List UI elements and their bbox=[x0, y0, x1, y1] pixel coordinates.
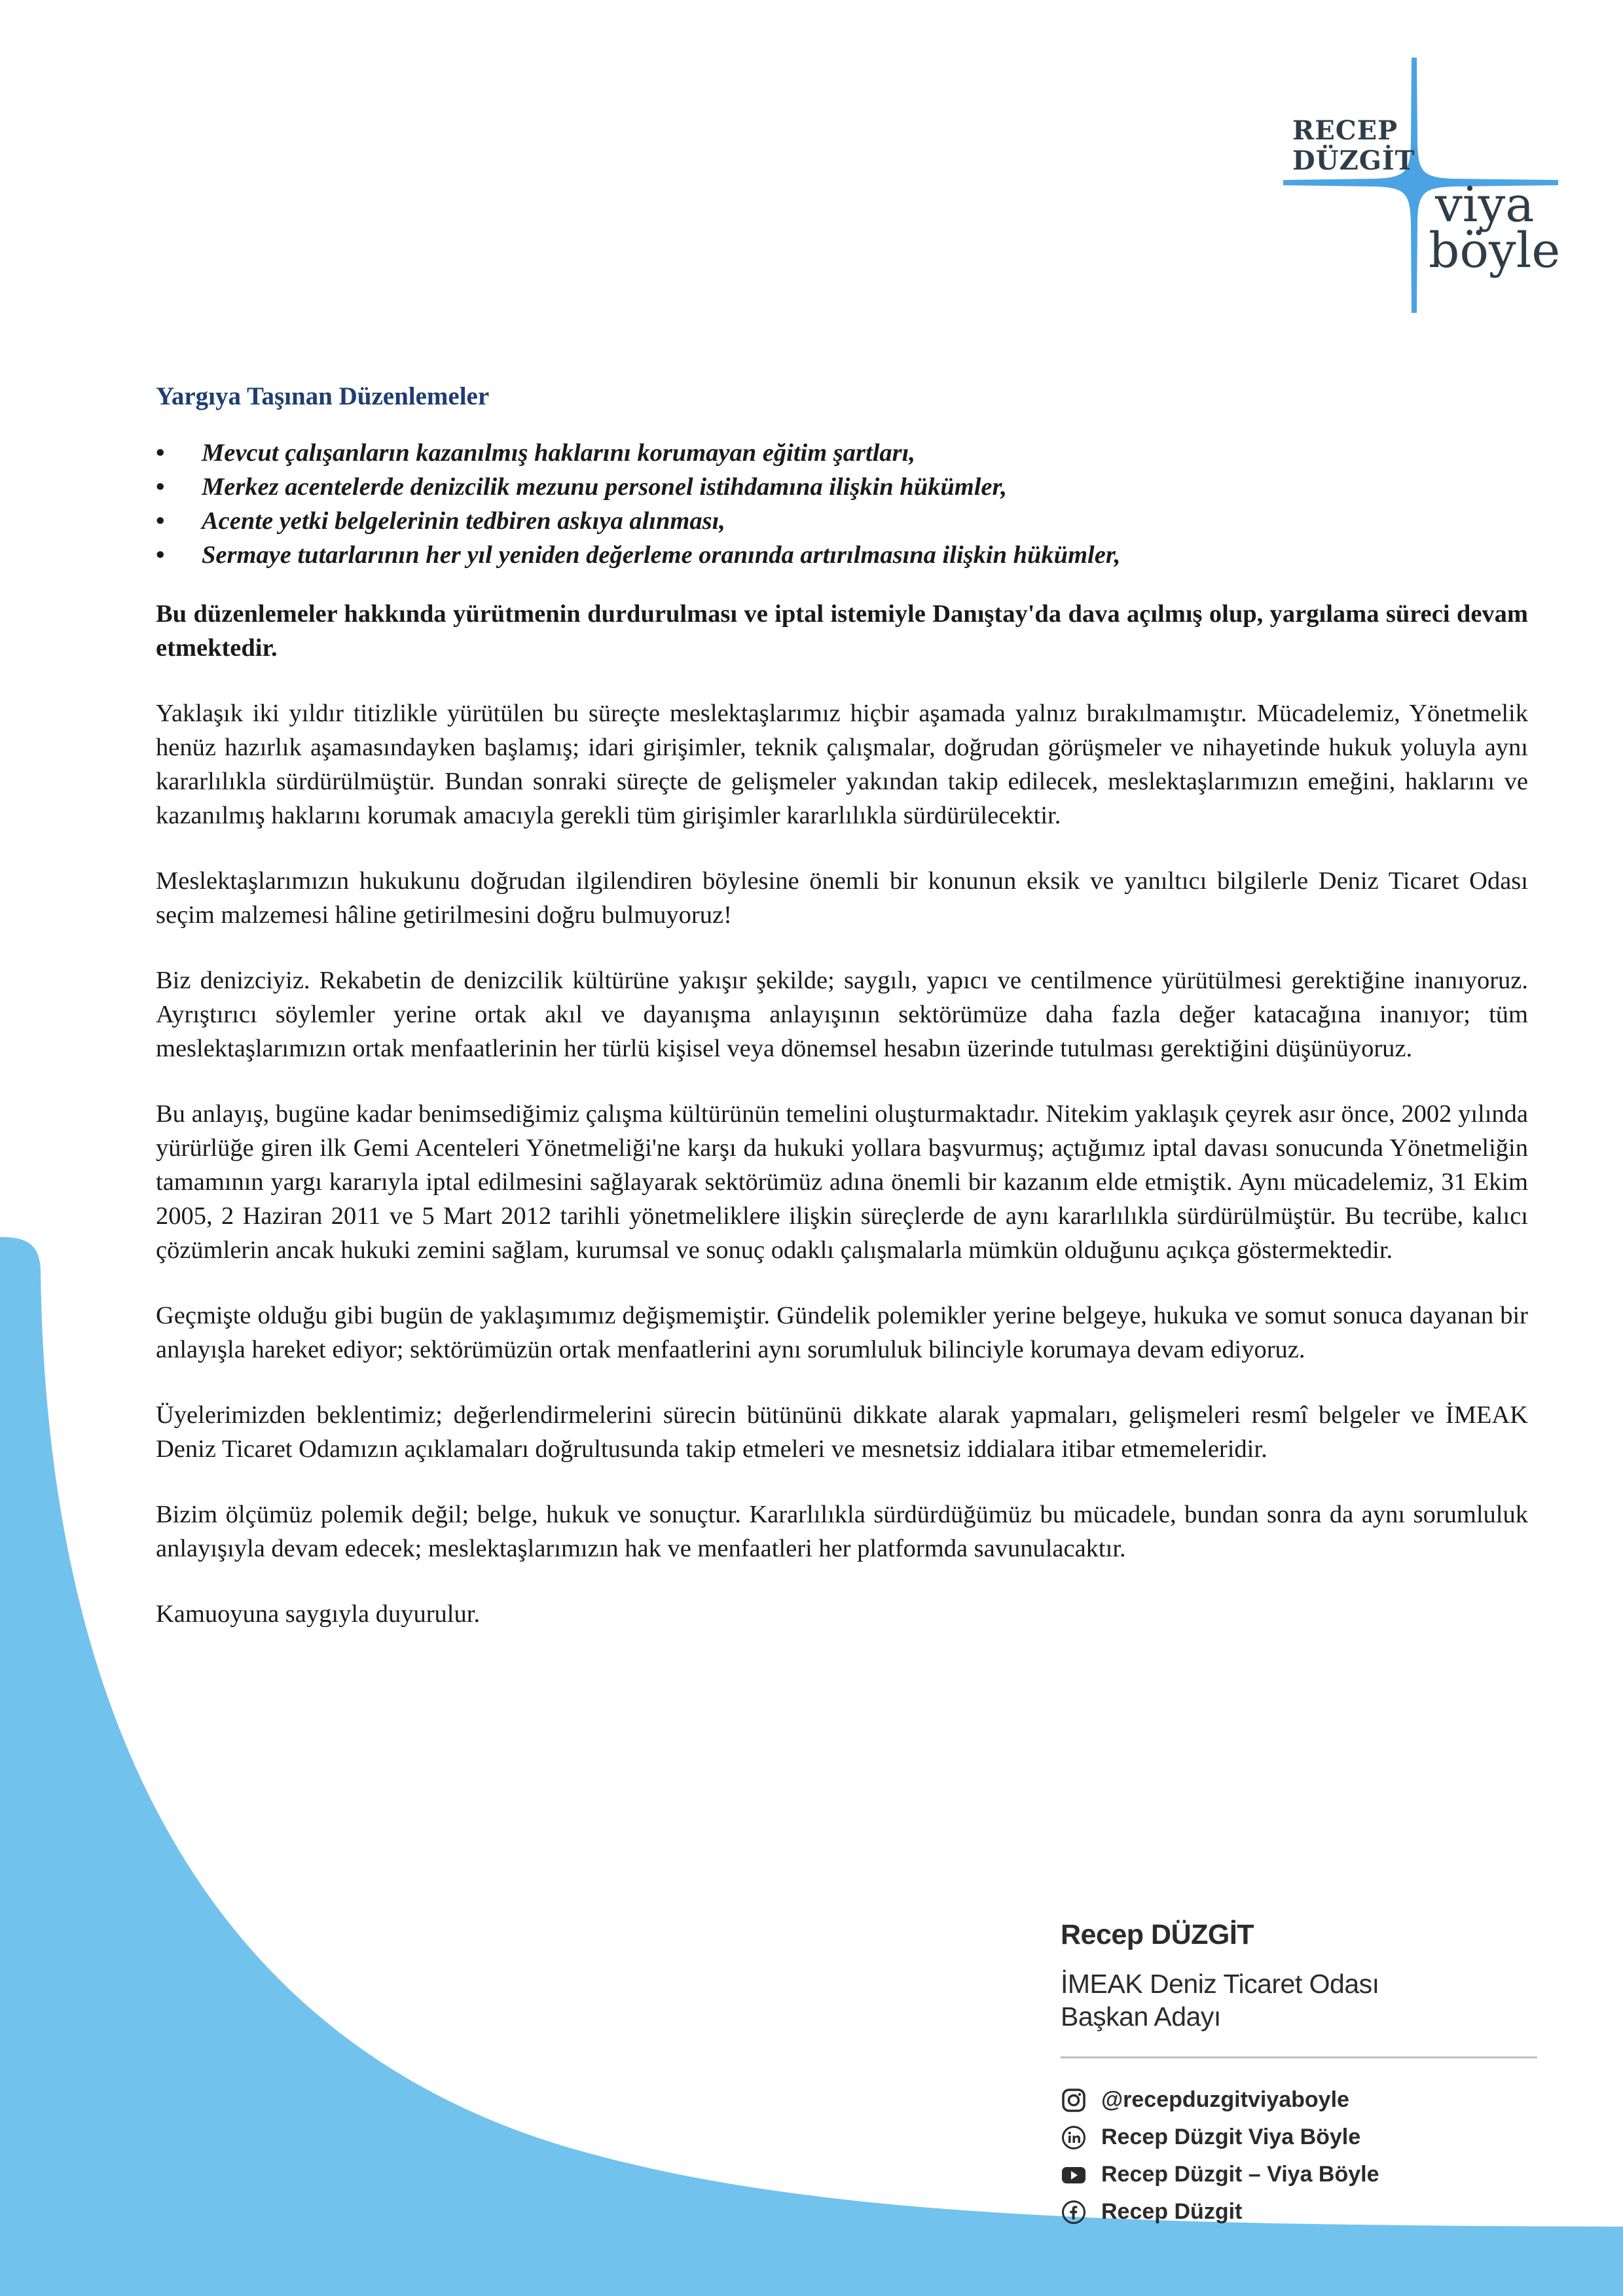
signer-role: Başkan Adayı bbox=[1061, 2001, 1221, 2032]
document-heading: Yargıya Taşınan Düzenlemeler bbox=[156, 382, 490, 410]
paragraph: Biz denizciyiz. Rekabetin de denizcilik kültürüne yakışır şekilde; saygılı, yapıcı ve centilmence yürütülmesi gerektiğine inanıyoruz. Ayrıştırıcı söylemler yerine ortak akıl ve dayanışma anlayışının sektörümüze daha fazla değer katacağına inanıyor; tüm meslektaşlarımızın ortak menfaatlerinin her türlü kişisel veya dönemsel hesabın üzerinde tutulması gerektiğini düşünüyoruz. bbox=[156, 967, 1528, 1062]
bullet: • bbox=[156, 473, 165, 501]
signature-block bbox=[1061, 1916, 1379, 2033]
paragraph: Üyelerimizden beklentimiz; değerlendirmelerini sürecin bütününü dikkate alarak yapmaları, gelişmeleri resmî belgeler ve İMEAK Deniz Ticaret Odamızın açıklamaları doğrultusunda takip etmeleri ve mesnetsiz iddialara itibar etmemeleridir. bbox=[156, 1401, 1528, 1463]
issue-list bbox=[156, 436, 1528, 572]
bullet: • bbox=[156, 541, 165, 569]
paragraph: Yaklaşık iki yıldır titizlikle yürütülen bu süreçte meslektaşlarımız hiçbir aşamada yalnız bırakılmamıştır. Mücadelemiz, Yönetmelik henüz hazırlık aşamasındayken başlamış; idari girişimler, teknik çalışmalar, doğrudan görüşmeler ve nihayetinde hukuk yoluyla aynı kararlılıkla sürdürülmüştür. Bundan sonraki süreçte de gelişmeler yakından takip edilecek, meslektaşlarımızın emeğini, haklarını ve kazanılmış haklarını korumak amacıyla gerekli tüm girişimler kararlılıkla sürdürülecektir. bbox=[156, 700, 1528, 829]
signer-name: Recep DÜZGİT bbox=[1061, 1919, 1254, 1950]
logo-text-duzgit: DÜZGİT bbox=[1292, 145, 1415, 176]
social-label: Recep Düzgit Viya Böyle bbox=[1101, 2125, 1361, 2149]
divider bbox=[1061, 2056, 1537, 2058]
closing-line: Kamuoyuna saygıyla duyurulur. bbox=[156, 1600, 481, 1628]
bullet: • bbox=[156, 439, 165, 467]
signer-organization: İMEAK Deniz Ticaret Odası bbox=[1061, 1969, 1379, 1999]
logo-text-boyle: böyle bbox=[1429, 223, 1561, 279]
social-instagram[interactable] bbox=[1061, 2081, 1379, 2119]
logo-text-recep: RECEP bbox=[1292, 115, 1398, 146]
paragraph: Bizim ölçümüz polemik değil; belge, hukuk ve sonuçtur. Kararlılıkla sürdürdüğümüz bu mücadele, bundan sonra da aynı sorumluluk anlayışıyla devam edecek; meslektaşlarımızın hak ve menfaatleri her platformda savunulacaktır. bbox=[156, 1501, 1528, 1562]
linkedin-icon bbox=[1061, 2125, 1087, 2151]
paragraph: Bu anlayış, bugüne kadar benimsediğimiz çalışma kültürünün temelini oluşturmaktadır. Nitekim yaklaşık çeyrek asır önce, 2002 yılında yürürlüğe giren ilk Gemi Acenteleri Yönetmeliği'ne karşı da hukuki yollara başvurmuş; açtığımız iptal davası sonucunda Yönetmeliğin tamamının yargı kararıyla iptal edilmesini sağlayarak sektörümüz adına önemli bir kazanım elde etmiştik. Aynı mücadelemiz, 31 Ekim 2005, 2 Haziran 2011 ve 5 Mart 2012 tarihli yönetmeliklere ilişkin süreçlerde de aynı kararlılıkla sürdürülmüştür. Bu tecrübe, kalıcı çözümlerin ancak hukuki zemini sağlam, kurumsal ve sonuç odaklı çalışmalarla mümkün olduğunu açıkça göstermektedir. bbox=[156, 1100, 1528, 1264]
list-item bbox=[156, 436, 1528, 470]
list-item bbox=[156, 538, 1528, 572]
list-item-text: Mevcut çalışanların kazanılmış haklarını korumayan eğitim şartları, bbox=[202, 439, 915, 467]
paragraph: Meslektaşlarımızın hukukunu doğrudan ilgilendiren böylesine önemli bir konunun eksik ve yanıltıcı bilgilerle Deniz Ticaret Odası seçim malzemesi hâline getirilmesini doğru bulmuyoruz! bbox=[156, 867, 1528, 929]
list-item-text: Sermaye tutarlarının her yıl yeniden değerleme oranında artırılmasına ilişkin hükümler, bbox=[202, 541, 1121, 569]
social-youtube[interactable] bbox=[1061, 2156, 1379, 2193]
instagram-icon bbox=[1061, 2087, 1087, 2113]
list-item bbox=[156, 504, 1528, 538]
list-item-text: Acente yetki belgelerinin tedbiren askıya alınması, bbox=[202, 507, 725, 535]
social-label: Recep Düzgit – Viya Böyle bbox=[1101, 2162, 1379, 2187]
paragraph: Geçmişte olduğu gibi bugün de yaklaşımımız değişmemiştir. Gündelik polemikler yerine belgeye, hukuka ve somut sonuca dayanan bir anlayışla hareket ediyor; sektörümüzün ortak menfaatlerini aynı sorumluluk bilinciyle korumaya devam ediyoruz. bbox=[156, 1302, 1528, 1363]
social-label: @recepduzgitviyaboyle bbox=[1101, 2087, 1349, 2112]
paragraph-lawsuit-statement: Bu düzenlemeler hakkında yürütmenin durdurulması ve iptal istemiyle Danıştay'da dava açılmış olup, yargılama süreci devam etmektedir. bbox=[156, 600, 1528, 662]
social-label: Recep Düzgit bbox=[1101, 2199, 1243, 2224]
list-item bbox=[156, 470, 1528, 504]
logo bbox=[1283, 58, 1561, 319]
social-links bbox=[1061, 2081, 1379, 2231]
bullet: • bbox=[156, 507, 165, 535]
document-body bbox=[156, 380, 1528, 1662]
logo-text-viya: viya bbox=[1435, 177, 1535, 233]
social-facebook[interactable] bbox=[1061, 2193, 1379, 2231]
facebook-icon bbox=[1061, 2199, 1087, 2225]
youtube-icon bbox=[1061, 2162, 1087, 2188]
list-item-text: Merkez acentelerde denizcilik mezunu personel istihdamına ilişkin hükümler, bbox=[202, 473, 1008, 501]
social-linkedin[interactable] bbox=[1061, 2119, 1379, 2156]
